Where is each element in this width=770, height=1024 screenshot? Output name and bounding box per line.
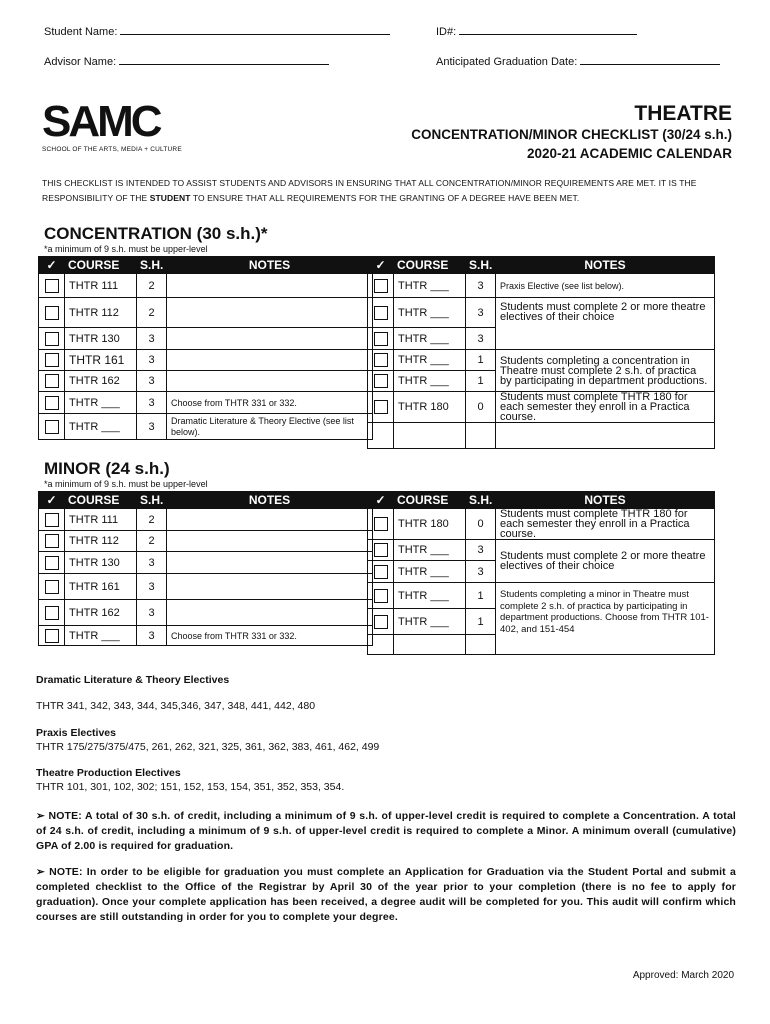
intro-student-emphasis: STUDENT [149, 193, 191, 203]
note-cell: Students must complete THTR 180 for each semester they enroll in a Practica course. [496, 392, 715, 423]
note-credits [36, 809, 736, 854]
table-header [39, 492, 373, 509]
course-cell: THTR ___ [394, 274, 466, 298]
checkbox[interactable] [45, 279, 59, 293]
sh-cell: 3 [466, 274, 496, 298]
dlt-electives-list: THTR 341, 342, 343, 344, 345,346, 347, 348, 441, 442, 480 [36, 700, 316, 712]
grad-date-field[interactable] [436, 53, 720, 68]
sh-cell: 3 [137, 328, 167, 350]
checkbox[interactable] [45, 580, 59, 594]
course-cell: THTR 112 [65, 298, 137, 328]
sh-header: S.H. [466, 492, 496, 509]
course-cell: THTR ___ [394, 561, 466, 583]
note-cell: Students must complete 2 or more theatre electives of their choice [496, 298, 715, 350]
concentration-table-left [38, 256, 373, 440]
sh-cell: 3 [137, 350, 167, 371]
sh-cell: 3 [137, 574, 167, 600]
checkbox[interactable] [374, 543, 388, 557]
note-cell: Choose from THTR 331 or 332. [167, 626, 373, 646]
checkbox[interactable] [45, 513, 59, 527]
production-electives-list: THTR 101, 301, 102, 302; 151, 152, 153, 154, 351, 352, 353, 354. [36, 781, 345, 793]
checkbox[interactable] [374, 374, 388, 388]
checkbox[interactable] [45, 332, 59, 346]
concentration-title: CONCENTRATION (30 s.h.)* [44, 224, 268, 243]
course-cell: THTR 130 [65, 328, 137, 350]
sh-cell: 2 [137, 274, 167, 298]
advisor-name-line [119, 53, 329, 65]
sh-cell: 1 [466, 609, 496, 635]
course-cell: THTR 130 [65, 552, 137, 574]
sh-cell: 3 [137, 371, 167, 392]
sh-cell: 3 [137, 392, 167, 414]
course-cell: THTR ___ [394, 298, 466, 328]
note-cell: Dramatic Literature & Theory Elective (see list below). [167, 414, 373, 440]
sh-cell: 2 [137, 509, 167, 531]
student-name-field[interactable] [44, 23, 390, 38]
intro-line-2a: RESPONSIBILITY OF THE [42, 193, 150, 203]
academic-calendar-title: 2020-21 ACADEMIC CALENDAR [526, 146, 732, 161]
sh-cell: 0 [466, 509, 496, 540]
table-row [39, 392, 373, 414]
course-cell: THTR ___ [394, 328, 466, 350]
course-cell: THTR 161 [65, 574, 137, 600]
advisor-name-field[interactable] [44, 53, 329, 68]
student-name-label: Student Name: [44, 26, 118, 38]
checkbox[interactable] [374, 332, 388, 346]
table-header [368, 257, 715, 274]
check-header: ✓ [39, 257, 65, 274]
notes-header: NOTES [167, 257, 373, 274]
table-row [39, 626, 373, 646]
course-header: COURSE [65, 492, 137, 509]
concentration-table-right [367, 256, 715, 449]
note-cell [167, 298, 373, 328]
sh-cell: 2 [137, 531, 167, 552]
checkbox[interactable] [374, 615, 388, 629]
check-header: ✓ [368, 492, 394, 509]
note-cell: Choose from THTR 331 or 332. [167, 392, 373, 414]
notes-header: NOTES [496, 257, 715, 274]
checkbox[interactable] [374, 279, 388, 293]
course-cell: THTR 180 [394, 392, 466, 423]
checkbox[interactable] [374, 589, 388, 603]
table-row [39, 274, 373, 298]
note-cell [167, 371, 373, 392]
sh-cell: 0 [466, 392, 496, 423]
course-cell: THTR ___ [394, 540, 466, 561]
sh-header: S.H. [466, 257, 496, 274]
checkbox[interactable] [45, 420, 59, 434]
concentration-subtitle: *a minimum of 9 s.h. must be upper-level [44, 244, 208, 254]
table-row [39, 350, 373, 371]
sh-cell: 1 [466, 583, 496, 609]
course-cell: THTR ___ [394, 583, 466, 609]
table-row [368, 350, 715, 371]
checkbox[interactable] [374, 353, 388, 367]
course-cell: THTR 180 [394, 509, 466, 540]
checkbox[interactable] [374, 400, 388, 414]
sh-header: S.H. [137, 257, 167, 274]
course-header: COURSE [65, 257, 137, 274]
table-row [39, 509, 373, 531]
table-row [368, 509, 715, 540]
course-cell: THTR 111 [65, 509, 137, 531]
sh-cell: 3 [466, 561, 496, 583]
note-graduation-text: NOTE: In order to be eligible for graduation you must complete an Application for Graduation via the Student Portal and submit a completed checklist to the Office of the Registrar by April 30 of the year prior to your completion (there is no fee to apply for graduation). Once your complete application has been received, a degree audit will be completed for you. This audit will confirm which courses are still outstanding in order for you to complete your degree. [36, 866, 736, 923]
sh-cell: 3 [137, 626, 167, 646]
course-cell: THTR ___ [65, 392, 137, 414]
table-row [39, 298, 373, 328]
checkbox[interactable] [45, 629, 59, 643]
course-cell: THTR 162 [65, 371, 137, 392]
checkbox[interactable] [45, 353, 59, 367]
student-name-line [120, 23, 390, 35]
sh-cell: 3 [137, 414, 167, 440]
advisor-name-label: Advisor Name: [44, 56, 117, 68]
checkbox[interactable] [45, 606, 59, 620]
table-row [368, 540, 715, 561]
checkbox[interactable] [45, 556, 59, 570]
table-row [39, 328, 373, 350]
course-cell: THTR 111 [65, 274, 137, 298]
course-cell: THTR ___ [394, 609, 466, 635]
intro-line-1: THIS CHECKLIST IS INTENDED TO ASSIST STUDENTS AND ADVISORS IN ENSURING THAT ALL CONCENTRATION/MINOR REQUIREMENTS ARE MET. IT IS THE [42, 178, 697, 188]
checkbox[interactable] [45, 534, 59, 548]
page-title: THEATRE [634, 102, 732, 125]
praxis-electives-title: Praxis Electives [36, 727, 116, 739]
course-cell: THTR ___ [394, 350, 466, 371]
checkbox[interactable] [374, 517, 388, 531]
minor-table-right [367, 491, 715, 655]
minor-table-left [38, 491, 373, 646]
note-cell: Students must complete 2 or more theatre electives of their choice [496, 540, 715, 583]
sh-cell: 3 [137, 552, 167, 574]
note-cell: Students must complete THTR 180 for each semester they enroll in a Practica course. [496, 509, 715, 540]
check-header: ✓ [368, 257, 394, 274]
note-graduation [36, 865, 736, 925]
production-electives-title: Theatre Production Electives [36, 767, 181, 779]
table-header [368, 492, 715, 509]
sh-cell: 3 [466, 298, 496, 328]
course-header: COURSE [394, 492, 466, 509]
note-cell: Praxis Elective (see list below). [496, 274, 715, 298]
id-line [459, 23, 637, 35]
table-row [39, 371, 373, 392]
course-cell: THTR ___ [394, 371, 466, 392]
sh-cell: 1 [466, 350, 496, 371]
notes-header: NOTES [167, 492, 373, 509]
sh-cell: 3 [466, 328, 496, 350]
check-header: ✓ [39, 492, 65, 509]
table-header [39, 257, 373, 274]
note-cell [167, 274, 373, 298]
checkbox[interactable] [374, 306, 388, 320]
table-row [39, 552, 373, 574]
table-row [368, 298, 715, 328]
note-cell [167, 574, 373, 600]
samc-logo: SAMC [42, 97, 160, 146]
checkbox[interactable] [45, 396, 59, 410]
course-cell: THTR 161 [65, 350, 137, 371]
id-label: ID#: [436, 26, 457, 38]
table-row [368, 392, 715, 423]
note-cell [167, 531, 373, 552]
course-cell: THTR ___ [65, 414, 137, 440]
note-cell: Students completing a concentration in Theatre must complete 2 s.h. of practica by participating in department productions. [496, 350, 715, 392]
checkbox[interactable] [45, 374, 59, 388]
table-row [368, 274, 715, 298]
note-cell: Students completing a minor in Theatre must complete 2 s.h. of practica by participating in department productions. Choose from THTR 101-402, and 151-454 [496, 583, 715, 655]
note-cell [167, 600, 373, 626]
intro-text [42, 176, 734, 206]
course-cell: THTR ___ [65, 626, 137, 646]
sh-cell: 3 [466, 540, 496, 561]
samc-logo-subtitle: SCHOOL OF THE ARTS, MEDIA + CULTURE [42, 146, 182, 153]
arrow-icon: ➢ [36, 810, 45, 822]
sh-header: S.H. [137, 492, 167, 509]
grad-date-line [580, 53, 720, 65]
sh-cell: 3 [137, 600, 167, 626]
course-cell: THTR 112 [65, 531, 137, 552]
id-field[interactable] [436, 23, 637, 38]
table-row [39, 531, 373, 552]
table-row [368, 583, 715, 609]
praxis-electives-list: THTR 175/275/375/475, 261, 262, 321, 325, 361, 362, 383, 461, 462, 499 [36, 741, 380, 753]
notes-header: NOTES [496, 492, 715, 509]
intro-line-2c: TO ENSURE THAT ALL REQUIREMENTS FOR THE GRANTING OF A DEGREE HAVE BEEN MET. [190, 193, 580, 203]
sh-cell: 1 [466, 371, 496, 392]
note-cell [167, 328, 373, 350]
course-cell: THTR 162 [65, 600, 137, 626]
grad-date-label: Anticipated Graduation Date: [436, 56, 578, 68]
approved-date: Approved: March 2020 [632, 970, 734, 981]
note-cell [167, 350, 373, 371]
checkbox[interactable] [45, 306, 59, 320]
course-header: COURSE [394, 257, 466, 274]
sh-cell: 2 [137, 298, 167, 328]
note-credits-text: NOTE: A total of 30 s.h. of credit, including a minimum of 9 s.h. of upper-level credit is required to complete a Concentration. A total of 24 s.h. of credit, including a minimum of 9 s.h. of upper-level credit is required to complete a Minor. A minimum overall (cumulative) GPA of 2.00 is required for graduation. [36, 810, 736, 852]
dlt-electives-title: Dramatic Literature & Theory Electives [36, 674, 230, 686]
minor-subtitle: *a minimum of 9 s.h. must be upper-level [44, 479, 208, 489]
note-cell [167, 552, 373, 574]
note-cell [167, 509, 373, 531]
checkbox[interactable] [374, 565, 388, 579]
arrow-icon: ➢ [36, 866, 45, 878]
table-row [39, 600, 373, 626]
checklist-title: CONCENTRATION/MINOR CHECKLIST (30/24 s.h.) [411, 127, 732, 142]
table-row [39, 414, 373, 440]
minor-title: MINOR (24 s.h.) [44, 459, 170, 478]
table-row [39, 574, 373, 600]
table-row [368, 423, 715, 449]
